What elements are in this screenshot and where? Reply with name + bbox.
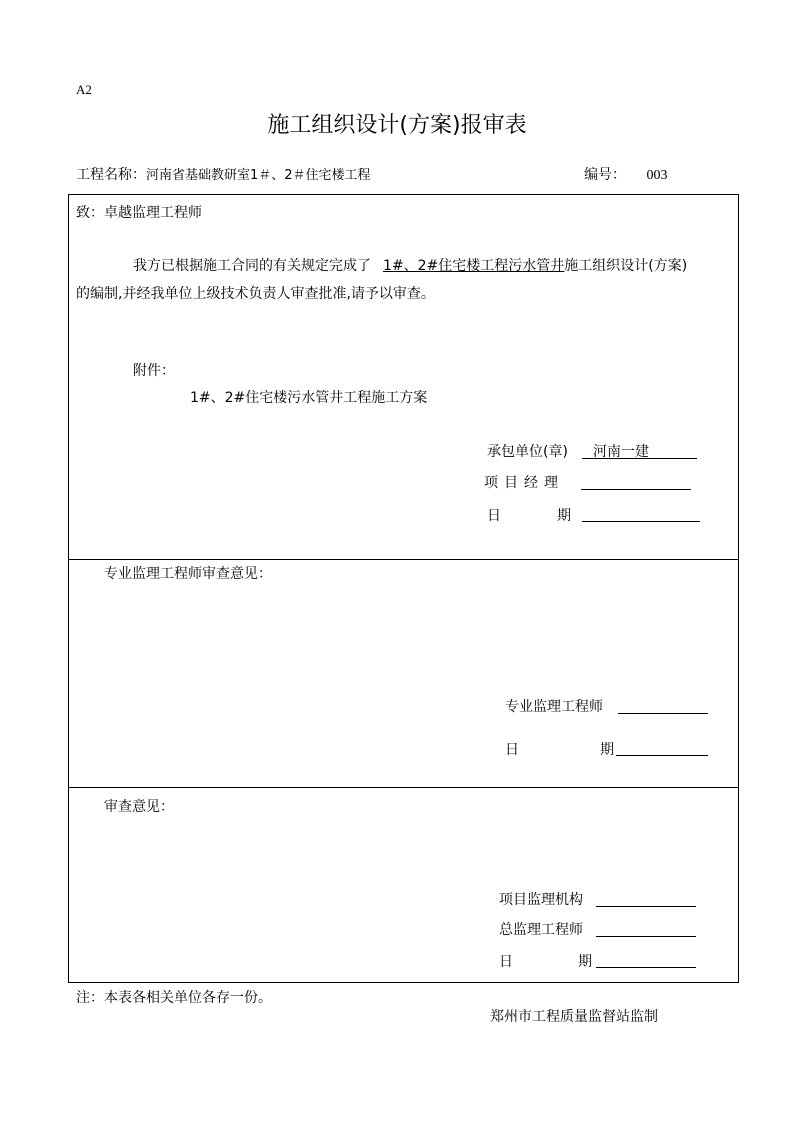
final-review-heading: 审查意见：: [104, 799, 174, 815]
date-line-1: [582, 521, 700, 522]
contractor-value: 河南一建: [593, 444, 649, 460]
chief-label: 总监理工程师: [499, 922, 583, 938]
engineer-review-section: [68, 559, 739, 788]
engineer-label: 专业监理工程师: [505, 699, 603, 715]
org-line: [596, 906, 696, 907]
engineer-line: [618, 713, 708, 714]
body-prefix: 我方已根据施工合同的有关规定完成了: [133, 258, 371, 274]
date-label-a-3: 日: [499, 954, 513, 970]
project-name: 河南省基础教研室1＃、2＃住宅楼工程: [146, 168, 371, 183]
org-label: 项目监理机构: [499, 892, 583, 908]
footer-issuer: 郑州市工程质量监督站监制: [490, 1009, 658, 1025]
date-line-2: [616, 755, 708, 756]
contractor-label: 承包单位(章): [487, 444, 568, 460]
project-name-row: [76, 164, 371, 184]
date-label-b-2: 期: [600, 742, 614, 758]
attachment-item: 1#、2#住宅楼污水管井工程施工方案: [190, 390, 428, 406]
addressee: 致：卓越监理工程师: [76, 205, 202, 221]
page-title: 施工组织设计(方案)报审表: [267, 113, 527, 138]
date-label-b-1: 期: [557, 508, 571, 524]
number-label: 编号：: [584, 167, 626, 183]
final-review-section: [68, 787, 739, 983]
attachment-label: 附件：: [133, 363, 175, 379]
form-code: A2: [76, 82, 92, 97]
manager-line: [581, 489, 691, 490]
number-row: [584, 164, 667, 184]
body-line-2: 的编制,并经我单位上级技术负责人审查批准,请予以审查。: [76, 286, 435, 302]
date-label-a-1: 日: [487, 508, 501, 524]
date-line-3: [596, 967, 696, 968]
number-value: 003: [646, 168, 668, 183]
project-label: 工程名称：: [76, 167, 146, 183]
body-subject: 1#、2#住宅楼工程污水管井: [383, 258, 565, 274]
date-label-b-3: 期: [578, 954, 592, 970]
engineer-review-heading: 专业监理工程师审查意见：: [104, 566, 272, 582]
date-label-a-2: 日: [505, 742, 519, 758]
manager-label: 项目经理: [484, 475, 564, 491]
body-line-1: [133, 255, 687, 275]
footer-note: 注：本表各相关单位各存一份。: [76, 990, 272, 1006]
chief-line: [596, 936, 696, 937]
body-mid: 施工组织设计(方案): [564, 258, 688, 274]
